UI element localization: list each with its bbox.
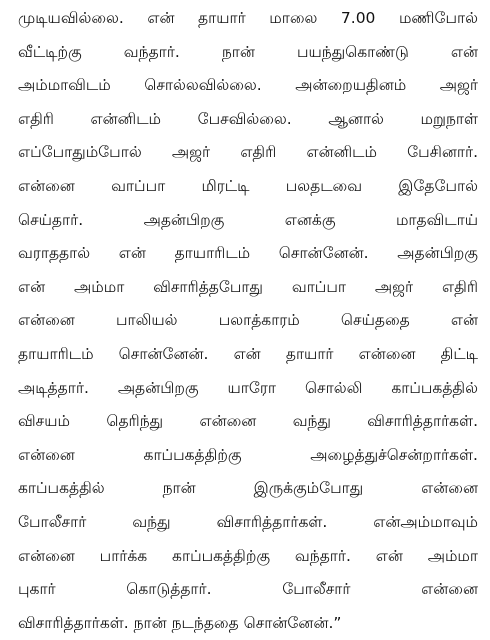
text-line: எதிரி என்னிடம் பேசவில்லை. ஆனால் மறுநாள் xyxy=(18,109,478,128)
text-line: விசாரித்தார்கள். நான் நடந்ததை சொன்னேன்.” xyxy=(18,613,342,632)
text-line: போலீசார் வந்து விசாரித்தார்கள். என்அம்மாவும் xyxy=(18,512,478,531)
text-line: என்னை வாப்பா மிரட்டி பலதடவை இதேபோல் xyxy=(18,176,478,195)
text-line: செய்தார். அதன்பிறகு எனக்கு மாதவிடாய் xyxy=(18,210,478,229)
text-line: காப்பகத்தில் நான் இருக்கும்போது என்னை xyxy=(18,479,478,498)
text-line: அம்மாவிடம் சொல்லவில்லை. அன்றையதினம் அஜர் xyxy=(18,76,478,95)
text-line: வீட்டிற்கு வந்தார். நான் பயந்துகொண்டு என் xyxy=(18,42,478,61)
text-line: என்னை பார்க்க காப்பகத்திற்கு வந்தார். என் அம்மா xyxy=(18,546,478,565)
text-line: தாயாரிடம் சொன்னேன். என் தாயார் என்னை திட்டி xyxy=(18,344,478,363)
text-line: வராததால் என் தாயாரிடம் சொன்னேன். அதன்பிறகு xyxy=(18,244,478,263)
text-line: விசயம் தெரிந்து என்னை வந்து விசாரித்தார்கள். xyxy=(18,412,478,431)
text-line: என் அம்மா விசாரித்தபோது வாப்பா அஜர் எதிரி xyxy=(18,277,478,296)
text-line: எப்போதும்போல் அஜர் எதிரி என்னிடம் பேசினார். xyxy=(18,143,478,162)
text-line: என்னை பாலியல் பலாத்காரம் செய்ததை என் xyxy=(18,311,478,330)
text-line: என்னை காப்பகத்திற்கு அழைத்துச்சென்றார்கள். xyxy=(18,445,478,464)
text-line: அடித்தார். அதன்பிறகு யாரோ சொல்லி காப்பகத்தில் xyxy=(18,378,478,397)
text-line: முடியவில்லை. என் தாயார் மாலை 7.00 மணிபோல் xyxy=(18,9,478,27)
tamil-text-block xyxy=(18,2,478,640)
text-line: புகார் கொடுத்தார். போலீசார் என்னை xyxy=(18,580,478,599)
